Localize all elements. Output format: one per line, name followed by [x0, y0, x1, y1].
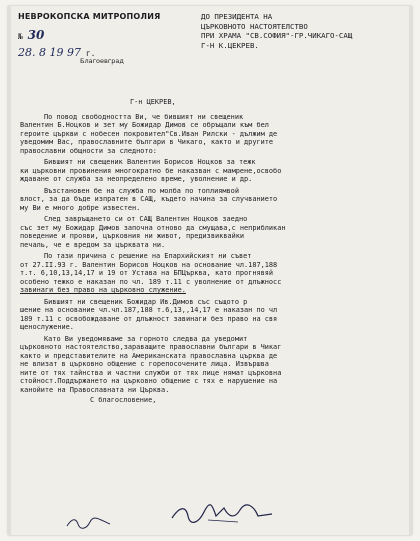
paragraph: Бившият ни свещеник Валентин Борисов Ноцков за тежк ки църковни провинения многократно бе наказван с мамрене,освобо ждаване от служба за неопределено време, уволнение и др.: [20, 158, 282, 183]
paragraph: След завръщането си от САЩ Валентин Ноцков заедно със зет му Божидар Димов започна отново да смущава,с неприбликан поведение и прояви, църковния ни живот, предизвиквайки печаль, че е вредом за църквата ни.: [20, 215, 286, 249]
document-date-value: 28. 8 19 97: [18, 46, 81, 59]
initials-image: [64, 514, 114, 532]
page-edge-right: [409, 6, 412, 535]
recipient-block: [201, 12, 406, 50]
page-edge-left: [8, 6, 11, 535]
document-number-value: 30: [27, 28, 45, 42]
paragraph: Възстановен бе на служба по молба по топлиямвой влост, за да бъде изпратен в САЩ, където начина за случванието му Ви е много добре известен.: [20, 186, 278, 212]
signature-image: [168, 502, 278, 526]
document-date: 28. 8 19 97 г.: [18, 46, 96, 59]
paragraph: Бившият ни свещеник Божидар Ив.Димов със същото р шение на основание чл.чл.187,188 т.6,13,,14,17 е наказан по чл 189 т.11 с освобождаване от длъжност завинаги без право на свя щенослужение.: [20, 297, 278, 331]
document-number: № 30: [18, 28, 45, 42]
document-city: Благоевград: [80, 57, 124, 65]
letter-page: [8, 6, 412, 535]
letter-body: [20, 98, 406, 405]
recipient-line: ЦЪРКОВНОТО НАСТОЯТЕЛСТВО: [201, 21, 308, 31]
paragraph: По повод свободността Ви, че бившият ни свещеник Валентин Б.Ноцков и зет му Божидар Димов се обръщали към бел героите църкви с нобесен покровител"Св.Иван Рилски - дължим де уведомим Вас, православните българи в Чикаго, както и другите православни общности за следното:: [20, 112, 278, 155]
paragraph: По тази причина с решение на Епархийският ни съвет от 27.II.93 г. Валентин Борисов Ноцков на основание чл.187,188 т.т. 6,10,13,14,17 и 19 от Устава на БПЦърква, като прогнявяй особено тежко е наказан по чл. 189 т.11 с уволнение от длъжносс завинаги без право на църковно служение.: [20, 252, 282, 294]
recipient-line: ДО ПРЕЗИДЕНТА НА: [201, 12, 273, 21]
recipient-line: ПРИ ХРАМА "СВ.СОФИЯ"-ГР.ЧИКАГО-САЩ: [201, 31, 353, 40]
salutation: Г-н ЦЕКРЕВ,: [130, 98, 176, 106]
paragraph: Като Ви уведомяваме за горното следва да уведомит църковното настоятелство,зараващите православни българи в Чикаг както и представителите на Американската православна църква де не влизат в църковно общение с горепосочените лица. Извършва ните от тях тайнства и частни служби от тях лице нямат църковна стойност.Поддържането на църковно общение с тях е нарушение на канойите на Православната ни Църква.: [20, 334, 282, 394]
organization-name: НЕВРОКОПСКА МИТРОПОЛИЯ: [18, 12, 161, 21]
closing: С благословение,: [90, 396, 157, 404]
recipient-line: Г-Н К.ЦЕКРЕВ.: [201, 40, 259, 50]
letterhead: [18, 12, 168, 65]
